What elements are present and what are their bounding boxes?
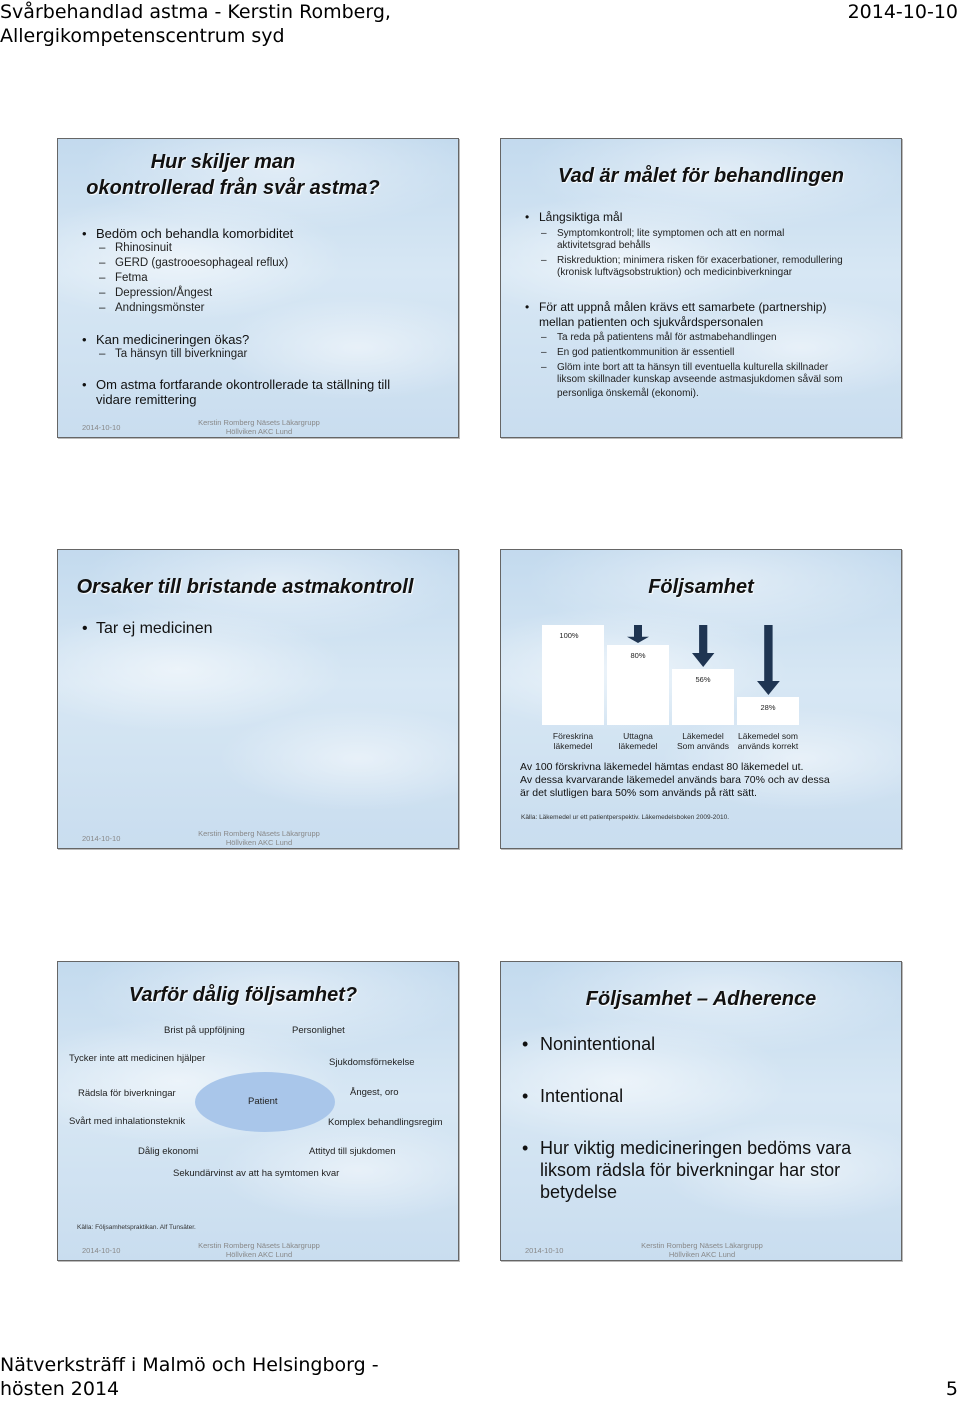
slide-4-note-line2: Av dessa kvarvarande läkemedel används bara 70% och av dessa [520, 774, 830, 786]
slide-1-footer-place: Höllviken AKC Lund [225, 427, 293, 436]
footer-line1: Nätverksträff i Malmö och Helsingborg - [0, 1354, 379, 1376]
footer-line2: hösten 2014 [0, 1378, 120, 1400]
slide-6-bullet-3-line3: betydelse [540, 1182, 618, 1202]
slide-2-sub-3: – Ta reda på patientens mål för astmabehandlingen [557, 331, 777, 344]
slide-6-bullet-3-line1: • Hur viktig medicineringen bedöms vara [540, 1137, 851, 1159]
slide-1-title-line2: okontrollerad från svår astma? [86, 177, 380, 199]
patient-label: Patient [248, 1096, 278, 1107]
slide-5-footer-date: 2014-10-10 [82, 1246, 121, 1255]
factor-angest: Ångest, oro [350, 1087, 399, 1098]
slide-1-bullet-2: • Kan medicineringen ökas? [96, 332, 249, 347]
slide-2-sub-1-line1: – Symptomkontroll; lite symptomen och att en normal [557, 227, 784, 240]
slide-6 [500, 961, 902, 1261]
slide-1 [57, 138, 459, 438]
factor-sekundar: Sekundärvinst av att ha symtomen kvar [173, 1168, 340, 1179]
factor-komplex: Komplex behandlingsregim [328, 1117, 443, 1128]
slide-6-footer-author: Kerstin Romberg Näsets Läkargrupp [641, 1241, 763, 1250]
slide-1-sub-4: – Depression/Ångest [115, 287, 212, 300]
slide-5-source: Källa: Följsamhetspraktikan. Alf Tunsäter. [77, 1224, 196, 1231]
slide-3-title: Orsaker till bristande astmakontroll [76, 576, 414, 598]
factor-svart: Svårt med inhalationsteknik [69, 1116, 186, 1127]
slide-1-sub-3: – Fetma [115, 272, 148, 285]
chart-category-label: Uttagna läkemedel [618, 731, 658, 751]
slide-2-bullet-2-line2: mellan patienten och sjukvårdspersonalen [539, 315, 764, 329]
chart-category-label: Läkemedel som används korrekt [737, 731, 799, 751]
slide-3-footer-date: 2014-10-10 [82, 834, 121, 843]
slide-4-title: Följsamhet [648, 576, 754, 598]
chart-value-label: 100% [559, 631, 579, 640]
chart-category-label: Läkemedel Som används [677, 731, 729, 751]
slide-2-title: Vad är målet för behandlingen [558, 165, 844, 187]
slide-1-sub-5: – Andningsmönster [115, 302, 205, 315]
slide-1-sub-2: – GERD (gastrooesophageal reflux) [115, 257, 288, 270]
factor-brist: Brist på uppföljning [164, 1025, 245, 1036]
slide-3-footer-place: Höllviken AKC Lund [225, 838, 293, 847]
slide-2 [500, 138, 902, 438]
slide-2-bullet-2-line1: • För att uppnå målen krävs ett samarbete (partnership) [539, 300, 826, 315]
slide-1-title-line1: Hur skiljer man [150, 151, 296, 173]
slide-4-source: Källa: Läkemedel ur ett patientperspektiv. Läkemedelsboken 2009-2010. [521, 814, 730, 821]
slide-1-bullet-2-sub: – Ta hänsyn till biverkningar [115, 348, 247, 361]
slide-4-note-line1: Av 100 förskrivna läkemedel hämtas endast 80 läkemedel ut. [520, 761, 804, 773]
chart-drop-arrow [692, 625, 716, 667]
slide-2-sub-5-line2: liksom skillnader kunskap avseende astmasjukdomen såväl som [557, 374, 843, 385]
header-date: 2014-10-10 [847, 1, 958, 23]
slide-4-note-line3: är det slutligen bara 50% som används på rätt sätt. [520, 787, 757, 799]
slide-3-bullet-1: • Tar ej medicinen [96, 620, 213, 638]
slide-6-footer-date: 2014-10-10 [525, 1246, 564, 1255]
slide-6-footer-place: Höllviken AKC Lund [668, 1250, 736, 1259]
slide-1-footer-author: Kerstin Romberg Näsets Läkargrupp [198, 418, 320, 427]
factor-sjukdom: Sjukdomsförnekelse [329, 1057, 415, 1068]
slide-2-sub-2-line2: (kronisk luftvägsobstruktion) och medicinbiverkningar [557, 267, 793, 278]
chart-drop-arrow [757, 625, 782, 695]
slide-1-sub-1: – Rhinosinuit [115, 242, 172, 255]
slide-5 [57, 961, 459, 1261]
chart-value-label: 28% [760, 703, 776, 712]
factor-ekonomi: Dålig ekonomi [138, 1146, 199, 1157]
slide-1-footer-date: 2014-10-10 [82, 423, 121, 432]
slide-1-bullet-3-line1: • Om astma fortfarande okontrollerade ta ställning till [96, 377, 390, 392]
slide-2-sub-2-line1: – Riskreduktion; minimera risken för exacerbationer, remodullering [557, 254, 843, 267]
adherence-chart [501, 550, 902, 849]
slide-2-sub-1-line2: aktivitetsgrad behålls [557, 240, 651, 251]
slide-6-title: Följsamhet – Adherence [585, 988, 817, 1010]
factor-attityd: Attityd till sjukdomen [309, 1146, 396, 1157]
slide-5-footer-author: Kerstin Romberg Näsets Läkargrupp [198, 1241, 320, 1250]
slide-2-sub-5-line3: personliga önskemål (ekonomi). [557, 388, 699, 399]
slide-2-sub-4: – En god patientkommunition är essentiell [557, 346, 734, 359]
slide-1-bullet-3-line2: vidare remittering [96, 392, 197, 407]
slide-2-bullet-1: • Långsiktiga mål [539, 210, 622, 225]
chart-value-label: 56% [695, 675, 711, 684]
slide-2-sub-5-line1: – Glöm inte bort att ta hänsyn till eventuella kulturella skillnader [557, 361, 828, 374]
slide-3 [57, 549, 459, 849]
chart-category-label: Föreskrina läkemedel [552, 731, 594, 751]
slide-1-bullet-1: • Bedöm och behandla komorbiditet [96, 226, 293, 241]
chart-drop-arrow [627, 625, 651, 643]
slide-5-title: Varför dålig följsamhet? [128, 984, 358, 1006]
chart-bar [542, 625, 604, 725]
factor-tycker: Tycker inte att medicinen hjälper [69, 1053, 206, 1064]
slide-5-footer-place: Höllviken AKC Lund [225, 1250, 293, 1259]
slide-6-bullet-2: • Intentional [540, 1085, 623, 1107]
factor-radsla: Rädsla för biverkningar [78, 1088, 176, 1099]
chart-value-label: 80% [630, 651, 646, 660]
slide-6-bullet-1: • Nonintentional [540, 1033, 655, 1055]
slide-3-footer-author: Kerstin Romberg Näsets Läkargrupp [198, 829, 320, 838]
slide-6-bullet-3-line2: liksom rädsla för biverkningar har stor [540, 1160, 841, 1180]
factor-personlighet: Personlighet [292, 1025, 345, 1036]
footer-page-number: 5 [945, 1378, 958, 1400]
header-left-line2: Allergikompetenscentrum syd [0, 25, 285, 47]
slide-4 [500, 549, 902, 849]
header-left-line1: Svårbehandlad astma - Kerstin Romberg, [0, 1, 391, 23]
